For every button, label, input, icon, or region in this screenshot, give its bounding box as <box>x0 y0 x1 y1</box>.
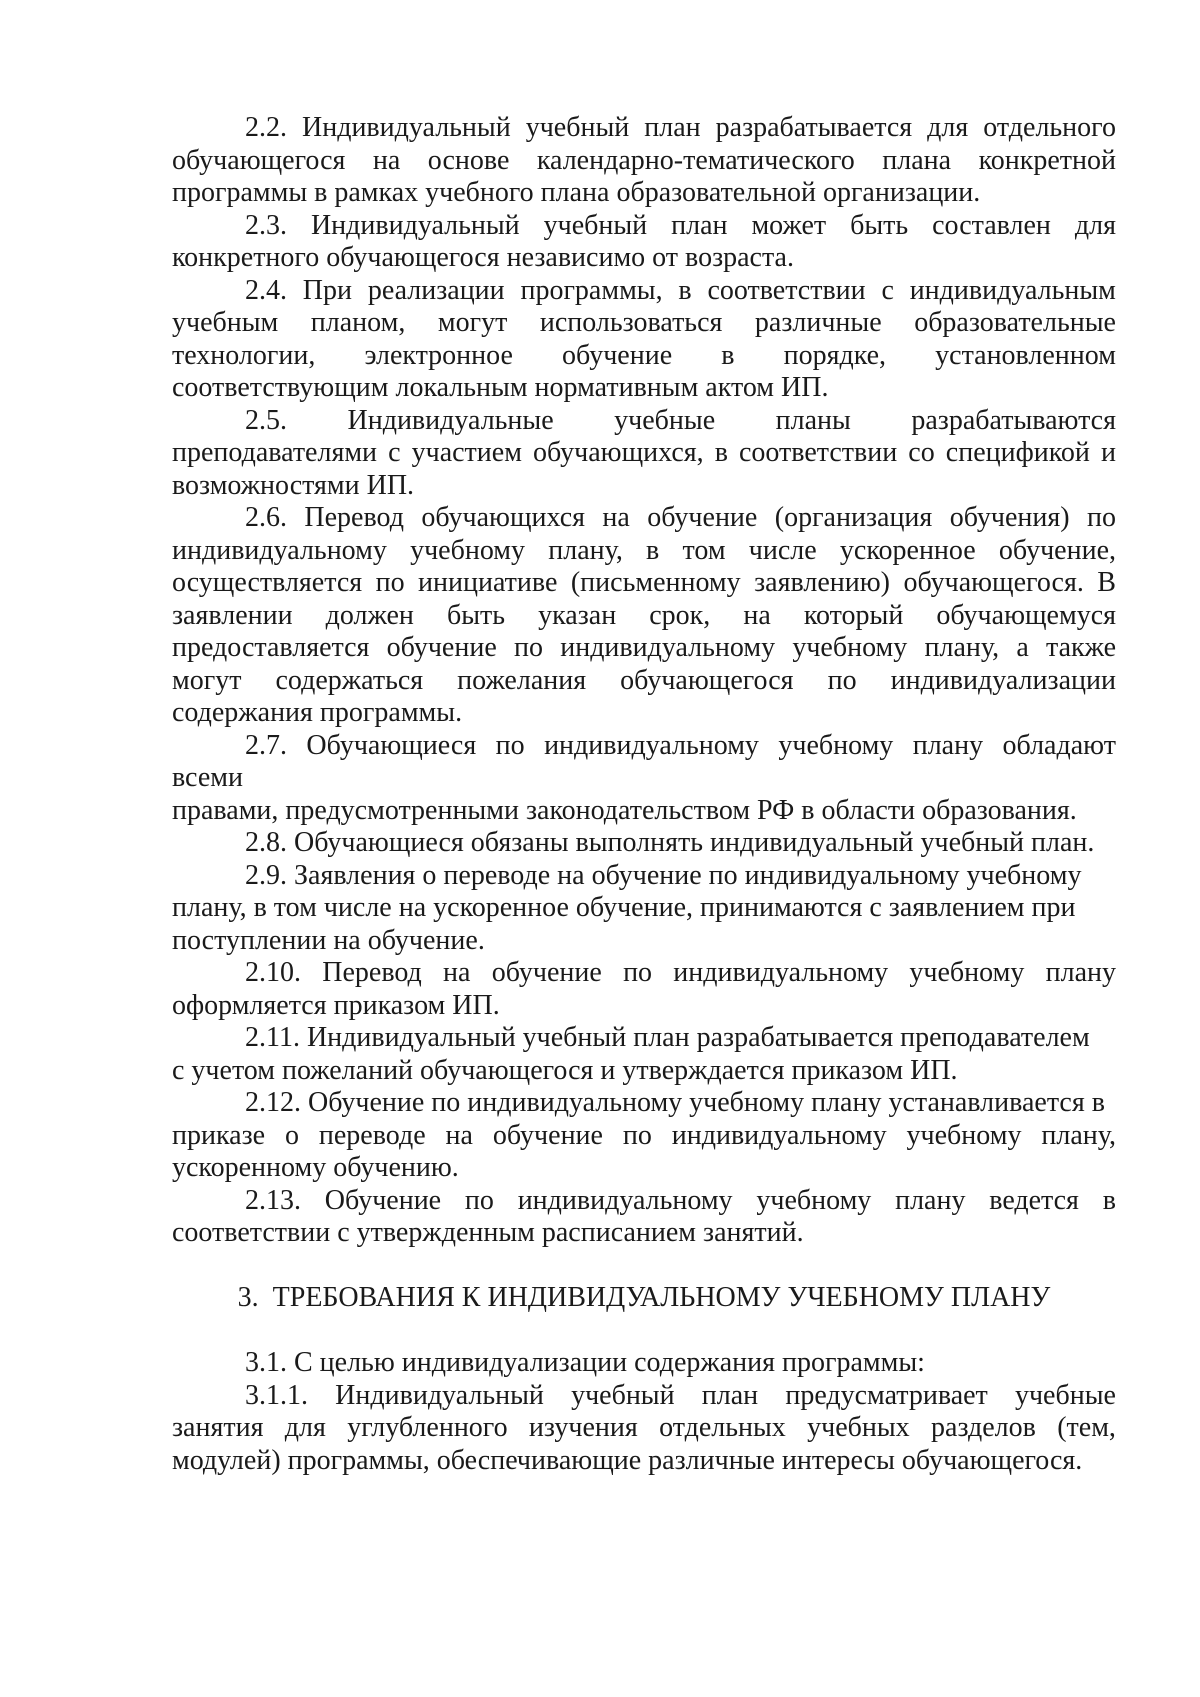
word: на <box>743 599 771 631</box>
word: плану, <box>924 632 1000 663</box>
word: основе <box>427 144 510 176</box>
word: заявлению) <box>754 567 890 598</box>
word: использоваться <box>539 307 723 338</box>
text-line <box>172 957 1116 990</box>
text-line: 2.8. Обучающиеся обязаны выполнять индивидуальный учебный план. <box>245 827 1095 858</box>
word: Индивидуальный <box>302 112 511 143</box>
text-line: с учетом пожеланий обучающегося и утверждается приказом ИП. <box>172 1054 958 1086</box>
text-line <box>172 632 1116 665</box>
paragraph-3-1 <box>172 1347 1116 1380</box>
text-line <box>172 1412 1116 1445</box>
word: технологии, <box>172 339 316 371</box>
paragraph-2-8 <box>172 827 1116 860</box>
word: участием <box>411 437 522 468</box>
word: обучение <box>492 1119 603 1151</box>
word: программы, <box>520 274 663 306</box>
word: учебному <box>410 534 526 566</box>
paragraph-2-3 <box>172 210 1116 275</box>
paragraph-2-2 <box>172 112 1116 210</box>
word: плана <box>882 144 952 176</box>
text-line: 2.12. Обучение по индивидуальному учебному плану устанавливается в <box>245 1087 1105 1118</box>
word: содержаться <box>275 664 424 696</box>
section-2 <box>172 112 1116 1250</box>
word: преподавателями <box>172 437 378 468</box>
word: отдельного <box>983 112 1116 143</box>
word: плану, <box>1041 1119 1116 1151</box>
word: и <box>1100 437 1116 468</box>
word: заявлении <box>172 599 293 631</box>
word: учебный <box>525 112 630 143</box>
text-line <box>172 730 1116 763</box>
word: на <box>602 502 630 533</box>
text-line: 2.11. Индивидуальный учебный план разрабатывается преподавателем <box>245 1022 1090 1053</box>
text-line <box>172 275 1116 308</box>
text-line <box>172 405 1116 438</box>
paragraph-2-9 <box>172 860 1116 958</box>
word: план <box>644 112 701 143</box>
word: по <box>1086 502 1116 533</box>
text-line: 3.1. С целью индивидуализации содержания программы: <box>245 1347 925 1378</box>
word: учебному <box>909 957 1025 988</box>
word: индивидуальным <box>909 274 1116 306</box>
text-line <box>172 112 1116 145</box>
word: учебный <box>571 1379 675 1411</box>
text-line: 2.9. Заявления о переводе на обучение по индивидуальному учебному <box>245 859 1082 891</box>
word: ведется <box>989 1184 1079 1216</box>
word: установленном <box>935 339 1116 371</box>
paragraph-2-10 <box>172 957 1116 1022</box>
text-line: соответствующим локальным нормативным актом ИП. <box>172 372 829 403</box>
word: план <box>701 1379 759 1411</box>
word: обучающихся, <box>532 437 704 468</box>
word: плану <box>1045 957 1116 988</box>
word: При <box>302 274 353 306</box>
word: 2.7. <box>245 729 287 761</box>
word: пожелания <box>457 664 587 696</box>
word: индивидуальному <box>560 632 776 663</box>
word: в <box>714 437 728 468</box>
word: Индивидуальные <box>347 404 554 436</box>
word: в <box>721 339 735 371</box>
word: указан <box>538 599 617 631</box>
word: обучающегося <box>620 664 794 696</box>
word: по <box>495 729 525 761</box>
word: индивидуальному <box>544 729 759 761</box>
word: 2.10. <box>245 957 301 988</box>
word: по <box>514 632 543 663</box>
word: различные <box>754 307 882 338</box>
word: по <box>375 567 405 598</box>
word: числе <box>748 534 817 566</box>
paragraph-2-12 <box>172 1087 1116 1185</box>
word: обучение <box>562 339 673 371</box>
text-line <box>172 1380 1116 1413</box>
word: 2.4. <box>245 274 287 306</box>
word: учебные <box>1014 1379 1116 1411</box>
word: со <box>908 437 935 468</box>
word: образовательные <box>914 307 1116 338</box>
word: а <box>1016 632 1029 663</box>
paragraph-2-7 <box>172 730 1116 828</box>
word: конкретной <box>978 144 1116 176</box>
paragraph-2-11 <box>172 1022 1116 1087</box>
paragraph-2-4 <box>172 275 1116 405</box>
word: в <box>1102 1184 1116 1216</box>
text-line <box>172 145 1116 178</box>
word: индивидуальному <box>671 1119 887 1151</box>
word: учебных <box>807 1412 910 1443</box>
text-line <box>172 567 1116 600</box>
word: отдельных <box>659 1412 786 1443</box>
word: В <box>1097 567 1116 598</box>
word: 2.6. <box>245 502 287 533</box>
word: должен <box>325 599 414 631</box>
word: разделов <box>931 1412 1036 1443</box>
word: срок, <box>649 599 711 631</box>
word: занятия <box>172 1412 264 1443</box>
word: учебному <box>778 729 894 761</box>
word: 2.2. <box>245 112 287 143</box>
word: календарно-тематического <box>536 144 855 176</box>
word: Индивидуальный <box>335 1379 544 1411</box>
text-line <box>172 600 1116 633</box>
word: соответствии <box>739 437 898 468</box>
text-line <box>172 502 1116 535</box>
word: обучение <box>647 502 758 533</box>
text-line: плану, в том числе на ускоренное обучение, принимаются с заявлением при <box>172 892 1076 923</box>
word: Перевод <box>304 502 404 533</box>
text-line: правами, предусмотренными законодательством РФ в области образования. <box>172 794 1077 826</box>
word: составлен <box>932 209 1051 241</box>
word: том <box>682 534 726 566</box>
word: плану <box>912 729 984 761</box>
text-line: содержания программы. <box>172 697 463 728</box>
word: индивидуальному <box>172 534 387 566</box>
word: обучающемуся <box>936 599 1116 631</box>
word: быть <box>850 209 909 241</box>
word: учебный <box>543 209 648 241</box>
word: электронное <box>364 339 513 371</box>
word: для <box>927 112 969 143</box>
word: быть <box>446 599 506 631</box>
word: учебному <box>906 1119 1022 1151</box>
word: учебному <box>756 1184 872 1216</box>
word: ускоренное <box>839 534 976 566</box>
word: по <box>622 1119 652 1151</box>
paragraph-2-6 <box>172 502 1116 730</box>
word: осуществляется <box>172 567 363 598</box>
text-line <box>172 535 1116 568</box>
word: (организация <box>774 502 933 533</box>
word: по <box>827 664 857 696</box>
word: обучающихся <box>421 502 586 533</box>
word: порядке, <box>783 339 887 371</box>
paragraph-2-5 <box>172 405 1116 503</box>
paragraph-2-13 <box>172 1185 1116 1250</box>
word: по <box>623 957 653 988</box>
word: для <box>1074 209 1116 241</box>
section-3-heading: 3. ТРЕБОВАНИЯ К ИНДИВИДУАЛЬНОМУ УЧЕБНОМУ ПЛАНУ <box>237 1282 1051 1313</box>
word: инициативе <box>418 567 558 598</box>
word: с <box>388 437 401 468</box>
section-3 <box>172 1347 1116 1477</box>
text-line <box>172 665 1116 698</box>
word: плану <box>895 1184 966 1216</box>
word: также <box>1045 632 1116 663</box>
word: переводе <box>318 1119 426 1151</box>
word: 2.5. <box>245 404 287 436</box>
word: изучения <box>528 1412 638 1443</box>
word: обучение <box>386 632 497 663</box>
word: 2.13. <box>245 1184 301 1216</box>
word: Обучение <box>324 1184 442 1216</box>
word: по <box>464 1184 494 1216</box>
word: плану, <box>548 534 623 566</box>
paragraph-3-1-1 <box>172 1380 1116 1478</box>
word: Перевод <box>322 957 422 988</box>
word: 3.1.1. <box>245 1379 308 1411</box>
word: в <box>646 534 660 566</box>
word: может <box>751 209 827 241</box>
word: разрабатываются <box>911 404 1116 436</box>
text-line: оформляется приказом ИП. <box>172 989 500 1021</box>
word: обучения) <box>949 502 1070 533</box>
word: предусматривает <box>785 1379 988 1411</box>
word: индивидуальному <box>673 957 889 988</box>
word: реализации <box>367 274 505 306</box>
word: учебным <box>172 307 279 338</box>
word: в <box>678 274 692 306</box>
text-line: конкретного обучающегося независимо от возраста. <box>172 242 794 273</box>
word: обучающегося <box>172 144 346 176</box>
word: 2.3. <box>245 209 287 241</box>
word: (письменному <box>570 567 741 598</box>
word: углубленного <box>347 1412 508 1443</box>
word: обучение <box>491 957 602 988</box>
text-line: модулей) программы, обеспечивающие различные интересы обучающегося. <box>172 1444 1083 1476</box>
word: (тем, <box>1057 1412 1116 1443</box>
word: индивидуальному <box>517 1184 733 1216</box>
text-line: поступлении на обучение. <box>172 924 485 956</box>
word: Обучающиеся <box>306 729 477 761</box>
word: Индивидуальный <box>310 209 520 241</box>
word: разрабатывается <box>715 112 913 143</box>
word: обучение, <box>998 534 1116 566</box>
text-line: возможностями ИП. <box>172 469 415 501</box>
text-line <box>172 437 1116 470</box>
word: который <box>803 599 904 631</box>
word: учебные <box>614 404 716 436</box>
word: обучающегося. <box>903 567 1084 598</box>
word: индивидуализации <box>890 664 1116 696</box>
word: планы <box>775 404 851 436</box>
text-line <box>172 1120 1116 1153</box>
word: планом, <box>310 307 406 338</box>
word: соответствии <box>707 274 866 306</box>
word: могут <box>437 307 508 338</box>
word: для <box>284 1412 326 1443</box>
word: план <box>671 209 728 241</box>
word: с <box>881 274 894 306</box>
word: могут <box>172 664 242 696</box>
word: обладают <box>1002 729 1116 761</box>
word: учебному <box>792 632 908 663</box>
word: на <box>445 1119 473 1151</box>
text-line <box>172 307 1116 340</box>
word: на <box>443 957 471 988</box>
word: о <box>284 1119 299 1151</box>
text-line <box>172 1185 1116 1218</box>
text-line: программы в рамках учебного плана образовательной организации. <box>172 177 981 208</box>
text-line: ускоренному обучению. <box>172 1152 459 1183</box>
word: спецификой <box>945 437 1090 468</box>
word: предоставляется <box>172 632 370 663</box>
text-line: всеми <box>172 762 243 793</box>
word: приказе <box>172 1119 266 1151</box>
word: на <box>372 144 401 176</box>
text-line <box>172 210 1116 243</box>
text-line <box>172 340 1116 373</box>
text-line: соответствии с утвержденным расписанием занятий. <box>172 1217 804 1248</box>
